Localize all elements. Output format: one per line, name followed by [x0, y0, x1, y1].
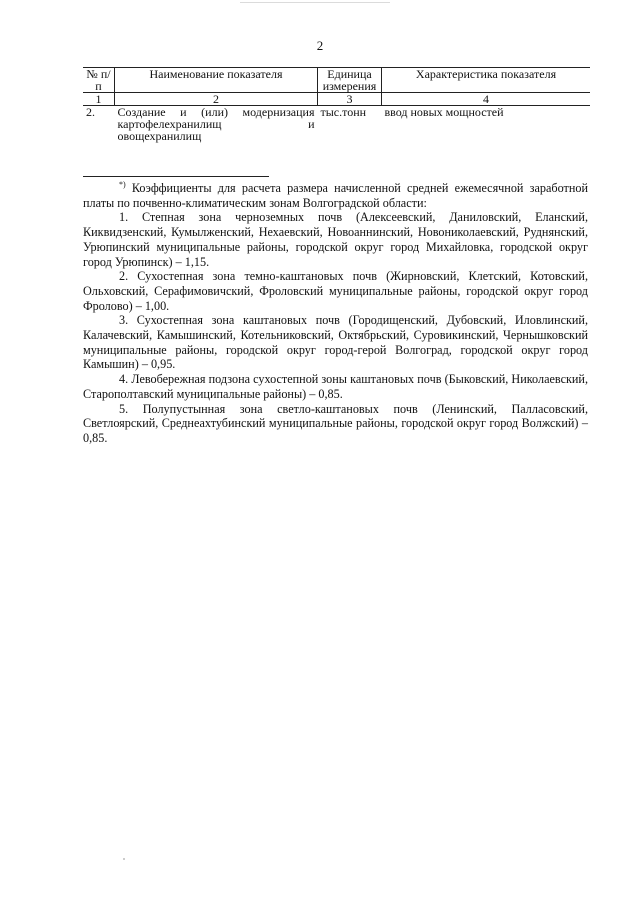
scan-artifact-bottom [123, 858, 125, 860]
footnote-item: 2. Сухостепная зона темно-каштановых почв (Жирновский, Клетский, Котовский, Ольховский, Серафимовичский, Фроловский муниципальные районы, городской округ город Фролово) – 1,00. [83, 269, 588, 313]
footnote-item: 4. Левобережная подзона сухостепной зоны каштановых почв (Быковский, Николаевский, Старополтавский муниципальные районы) – 0,85. [83, 372, 588, 401]
column-number: 4 [382, 93, 591, 106]
footnote-separator [83, 176, 269, 177]
header-unit: Единица измерения [318, 68, 382, 93]
table-row [83, 106, 590, 143]
header-name: Наименование показателя [115, 68, 318, 93]
header-number: № п/п [83, 68, 115, 93]
column-number: 2 [115, 93, 318, 106]
row-characteristic: ввод новых мощностей [384, 105, 504, 119]
scan-artifact-top [240, 2, 390, 3]
page-number: 2 [316, 38, 324, 53]
footnote [83, 181, 588, 446]
row-number: 2. [86, 105, 95, 119]
footnote-marker: *) [119, 179, 126, 189]
row-name: Создание и (или) модернизация картофелехранилищ и овощехранилищ [117, 105, 315, 143]
footnote-item: 1. Степная зона черноземных почв (Алексеевский, Даниловский, Еланский, Киквидзенский, Кумылженский, Нехаевский, Новоаннинский, Новониколаевский, Руднянский, Урюпинский муниципальные районы, городской округ город Михайловка, городской округ город Урюпинск) – 1,15. [83, 210, 588, 269]
footnote-item: 3. Сухостепная зона каштановых почв (Городищенский, Дубовский, Иловлинский, Калачевский, Камышинский, Котельниковский, Октябрьский, Суровикинский, Чернышковский муниципальные районы, городской округ город-герой Волгоград, городской округ город Камышин) – 0,95. [83, 313, 588, 372]
row-unit: тыс.тонн [320, 105, 367, 119]
column-number: 1 [83, 93, 115, 106]
footnote-item: 5. Полупустынная зона светло-каштановых почв (Ленинский, Палласовский, Светлоярский, Среднеахтубинский муниципальные районы, городской округ город Волжский) – 0,85. [83, 401, 588, 445]
table-header-row [83, 68, 590, 93]
column-number: 3 [318, 93, 382, 106]
indicators-table [83, 67, 590, 142]
footnote-intro [83, 181, 588, 210]
table-column-numbers-row [83, 93, 590, 106]
footnote-intro-text: Коэффициенты для расчета размера начисленной средней ежемесячной заработной платы по почвенно-климатическим зонам Волгоградской области: [83, 181, 588, 210]
header-characteristic: Характеристика показателя [382, 68, 591, 93]
